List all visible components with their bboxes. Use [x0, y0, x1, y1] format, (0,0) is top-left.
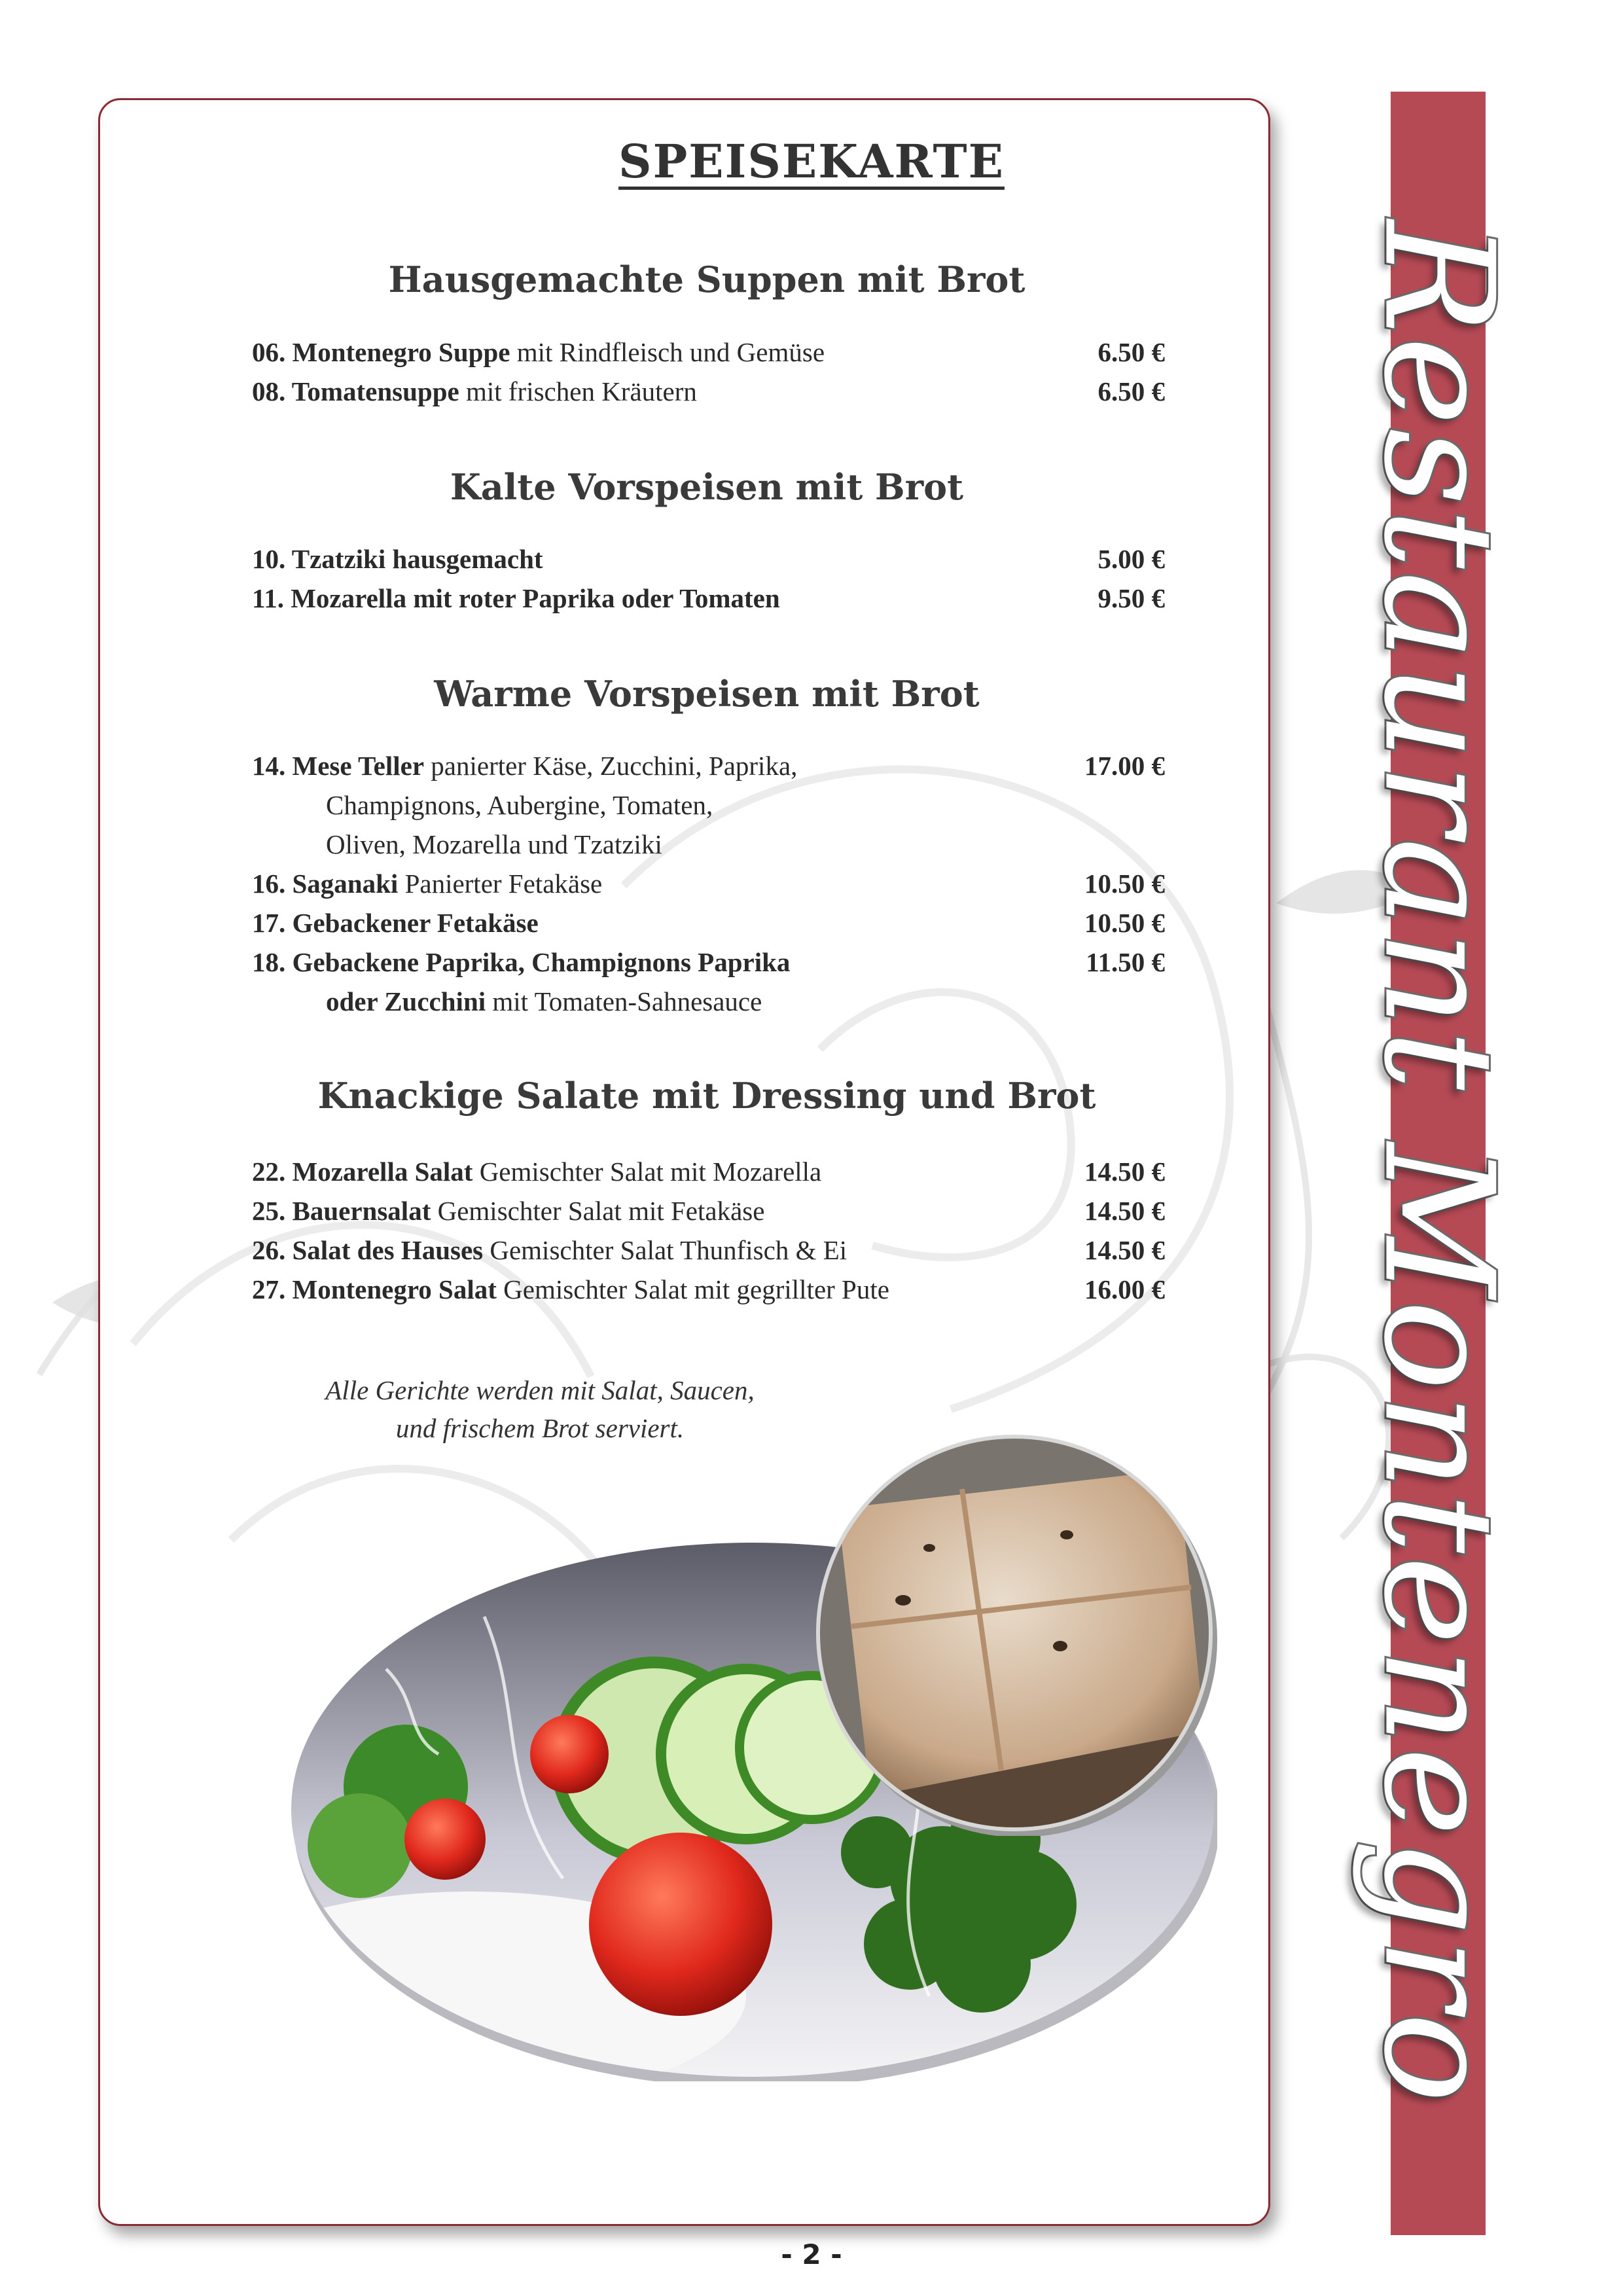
item-name: 25. Bauernsalat — [252, 1196, 431, 1226]
item-name: 27. Montenegro Salat — [252, 1274, 497, 1304]
menu-item — [252, 332, 1165, 372]
footnote-line: Alle Gerichte werden mit Salat, Saucen, — [325, 1375, 755, 1405]
item-price: 9.50 € — [1097, 583, 1165, 613]
menu-item — [252, 903, 1165, 942]
menu-item — [252, 1230, 1165, 1270]
menu-item — [252, 539, 1165, 579]
section-title-soups: Hausgemachte Suppen mit Brot — [388, 259, 1026, 300]
menu-item — [252, 1270, 1165, 1309]
item-price: 16.00 € — [1084, 1274, 1165, 1304]
menu-item — [252, 579, 1165, 618]
menu-item — [252, 1152, 1165, 1191]
menu-item — [252, 746, 1165, 864]
item-description: Gemischter Salat Thunfisch & Ei — [490, 1235, 847, 1265]
item-price: 11.50 € — [1086, 947, 1165, 977]
menu-item — [252, 942, 1165, 1021]
item-name: 22. Mozarella Salat — [252, 1157, 473, 1187]
item-name: 17. Gebackener Fetakäse — [252, 908, 539, 938]
item-price: 6.50 € — [1097, 337, 1165, 367]
item-price: 17.00 € — [1084, 751, 1165, 781]
item-description: mit Tomaten-Sahnesauce — [492, 986, 762, 1016]
item-price: 10.50 € — [1084, 869, 1165, 899]
item-name: 08. Tomatensuppe — [252, 376, 459, 406]
item-description: mit frischen Kräutern — [465, 376, 697, 406]
menu-item — [252, 864, 1165, 903]
item-price: 14.50 € — [1084, 1196, 1165, 1226]
item-name-continued: oder Zucchini — [326, 986, 486, 1016]
item-description: panierter Käse, Zucchini, Paprika, — [431, 751, 798, 781]
menu-footnote — [262, 1371, 818, 1447]
menu-item — [252, 1191, 1165, 1230]
section-title-cold-starters: Kalte Vorspeisen mit Brot — [450, 466, 964, 508]
bread-photo — [812, 1430, 1217, 1836]
section-title-warm-starters: Warme Vorspeisen mit Brot — [434, 673, 980, 715]
item-name: 18. Gebackene Paprika, Champignons Paprika — [252, 947, 791, 977]
footnote-line: und frischem Brot serviert. — [395, 1413, 685, 1443]
item-name: 10. Tzatziki hausgemacht — [252, 544, 543, 574]
item-description: Gemischter Salat mit Fetakäse — [437, 1196, 765, 1226]
item-description: Gemischter Salat mit gegrillter Pute — [503, 1274, 889, 1304]
restaurant-name-vertical: Restaurant Montenegro — [1350, 220, 1525, 2106]
item-description-continued: Oliven, Mozarella und Tzatziki — [326, 829, 662, 859]
item-name: 26. Salat des Hauses — [252, 1235, 484, 1265]
item-price: 5.00 € — [1097, 544, 1165, 574]
item-description: Panierter Fetakäse — [404, 869, 603, 899]
page-number: - 2 - — [781, 2238, 842, 2270]
item-price: 6.50 € — [1097, 376, 1165, 406]
item-description-continued: Champignons, Aubergine, Tomaten, — [326, 790, 713, 820]
item-name: 11. Mozarella mit roter Paprika oder Tomaten — [252, 583, 780, 613]
menu-item — [252, 372, 1165, 411]
item-name: 06. Montenegro Suppe — [252, 337, 510, 367]
item-price: 14.50 € — [1084, 1157, 1165, 1187]
section-title-salads: Knackige Salate mit Dressing und Brot — [317, 1075, 1096, 1117]
item-price: 14.50 € — [1084, 1235, 1165, 1265]
menu-title: SPEISEKARTE — [618, 134, 1005, 188]
item-description: Gemischter Salat mit Mozarella — [479, 1157, 822, 1187]
item-name: 16. Saganaki — [252, 869, 399, 899]
item-description: mit Rindfleisch und Gemüse — [516, 337, 825, 367]
item-name: 14. Mese Teller — [252, 751, 425, 781]
item-price: 10.50 € — [1084, 908, 1165, 938]
